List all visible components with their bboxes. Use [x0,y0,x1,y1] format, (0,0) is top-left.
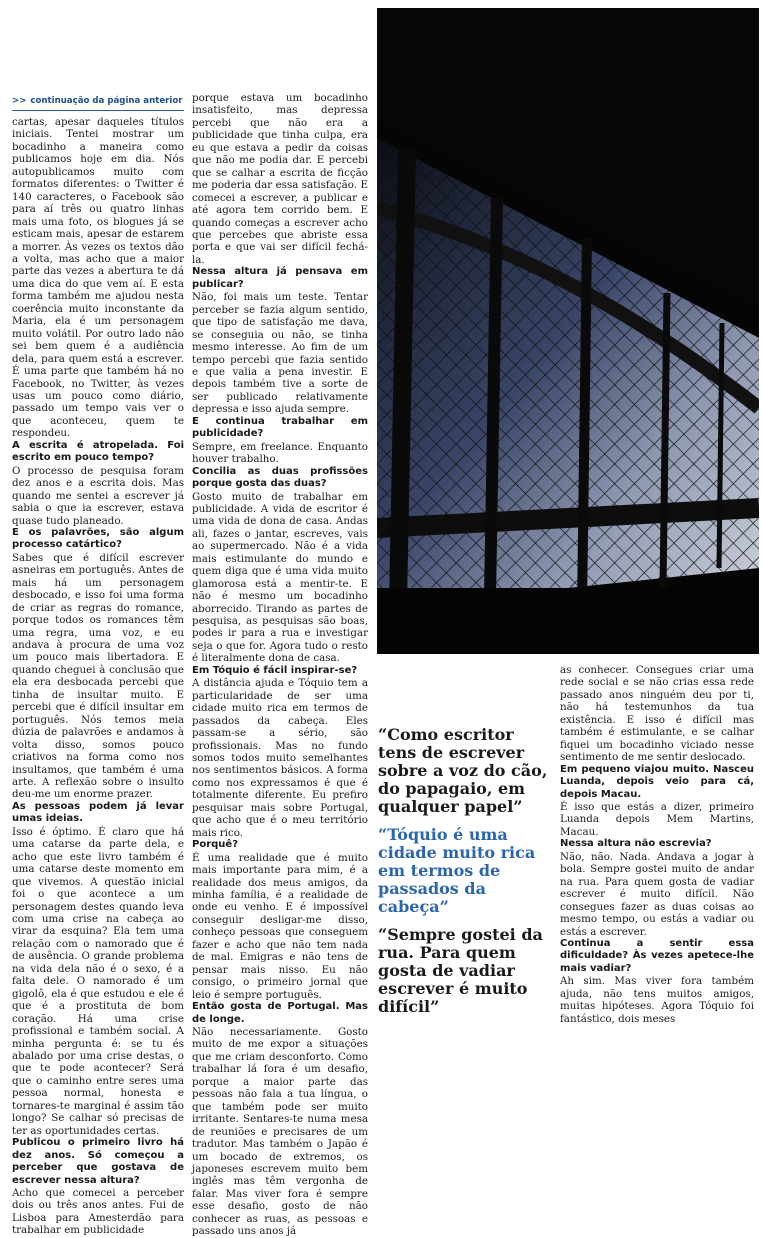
interview-paragraph: O processo de pesquisa foram dez anos e a escrita dois. Mas quando me sentei a escrever já sabia o que ia escrever, estava quase tudo planeado. [12,464,184,527]
article-column-3 [560,664,754,1025]
interview-question: As pessoas podem já levar umas ideias. [12,800,184,825]
interview-question: A escrita é atropelada. Foi escrito em pouco tempo? [12,439,184,464]
interview-question: E os palavrões, são algum processo catártico? [12,526,184,551]
continuation-label [12,96,182,106]
interview-paragraph: Sempre, em freelance. Enquanto houver trabalho. [192,440,368,466]
continuation-rule [12,110,184,111]
continuation-text: continuação da página anterior [30,96,183,106]
interview-question: Porquê? [192,839,238,851]
interview-paragraph: porque estava um bocadinho insatisfeito, mas depressa percebi que não era a publicidade que tinha culpa, era eu que estava a pedir da coisas que não me podia dar. E percebi que se calhar a escrita de ficção me poderia dar essa satisfação. E comecei a escrever, a publicar e até agora tem corrido bem. E quando começas a escrever acho que percebes que abriste essa porta e que vai ser difícil fechá-la. [192,92,368,266]
article-column-1 [12,116,184,1237]
interview-question: Em Tóquio é fácil inspirar-se? [192,664,358,676]
interview-paragraph: Sabes que é difícil escrever asneiras em português. Antes de mais há um personagem desbocado, e isso foi uma forma de criar as regras do romance, porque todos os romances têm uma regra, uma voz, e eu andava à procura de uma voz um pouco mais libertadora. E quando cheguei à conclusão que ela era desbocada percebi que tinha de insultar muito. E percebi que é difícil insultar em português. Nós temos meia dúzia de palavrões e andamos à volta disso, somos pouco criativos na forma como nos insultamos, que também é uma arte. A reflexão sobre o insulto deu-me um enorme prazer. [12,551,184,801]
interview-question: Nessa altura não escrevia? [560,838,712,850]
continuation-arrow: >> [12,96,27,106]
interview-question: E continua trabalhar em publicidade? [192,415,368,440]
interview-paragraph: Gosto muito de trabalhar em publicidade. A vida de escritor é uma vida de dona de casa. Andas ali, fazes o jantar, escreves, vais ao supermercado. Não é a vida mais estimulante do mundo e quem diga que é uma vida muito glamorosa está a mentir-te. E não é mesmo um bocadinho aborrecido. Tirando as partes de pesquisa, as pesquisas são boas, podes ir para a rua e investigar seja o que for. Agora tudo o resto é literalmente dona de casa. [192,490,368,665]
interview-paragraph: Não necessariamente. Gosto muito de me expor a situações que me criam desconforto. Como trabalhar lá fora é um desafio, porque a maior parte das pessoas não fala a tua língua, o que também pode ser muito irritante. Sentares-te numa mesa de reuniões e precisares de um tradutor. Mas também o Japão é um bocado de extremos, os japoneses escrevem muito bem inglês mas têm vergonha de falar. Mas viver fora é sempre esse desafio, gosto de não conhecer as ruas, as pessoas e passado uns anos já [192,1025,368,1238]
interview-question: Nessa altura já pensava em publicar? [192,266,368,290]
interview-paragraph: cartas, apesar daqueles títulos iniciais. Tentei mostrar um bocadinho a maneira como publicamos hoje em dia. Nós autopublicamos muito com formatos diferentes: o Twitter é 140 caracteres, o Facebook são para aí três ou quatro linhas mais uma foto, os blogues já se esticam mais, apesar de estarem a morrer. Às vezes os textos dão a volta, mas acho que a maior parte das vezes a abertura te dá uma dica do que vem aí. E esta forma também me ajudou nesta coerência muito inconstante da Maria, ela é um personagem muito volátil. Por outro lado não sei bem quem é a audiência dela, para quem está a escrever. É uma parte que também há no Facebook, no Twitter, às vezes usas um pouco como diário, passado um tempo vais ver o que aconteceu, quem te respondeu. [12,116,184,440]
pull-quote-3: “Sempre gostei da rua. Para quem gosta de vadiar escrever é muito difícil” [378,925,543,1016]
interview-question: Publicou o primeiro livro há dez anos. Só começou a perceber que gostava de escrever nessa altura? [12,1137,184,1186]
fence-photo [377,8,759,654]
interview-question: Continua a sentir essa dificuldade? Às vezes apetece-lhe mais vadiar? [560,937,754,974]
interview-paragraph: A distância ajuda e Tóquio tem a particularidade de ser uma cidade muito rica em termos de passados da cabeça. Eles passam-se a sério, são profissionais. Mas no fundo somos todos muito semelhantes nos sentimentos básicos. A forma como nos expressamos é que é totalmente diferente. Eu prefiro pesquisar mais sobre Portugal, que acho que é o meu território mais rico. [192,677,368,839]
interview-paragraph: Não, foi mais um teste. Tentar perceber se fazia algum sentido, que tipo de satisfação me dava, se conseguia ou não, se tinha mesmo interesse. Ao fim de um tempo percebi que fazia sentido e que valia a pena investir. E depois também tive a sorte de ser publicado relativamente depressa e isso ajuda sempre. [192,291,368,416]
pull-quote-2: “Tóquio é uma cidade muito rica em termos de passados da cabeça” [378,825,536,916]
interview-paragraph: Não, não. Nada. Andava a jogar à bola. Sempre gostei muito de andar na rua. Para quem gosta de vadiar escrever é muito difícil. Não consegues fazer as duas coisas ao mesmo tempo, ou estás a vadiar ou estás a escrever. [560,850,754,938]
interview-paragraph: Isso é óptimo. É claro que há uma catarse da parte dela, e acho que este livro também é uma catarse deste momento em que vivemos. A questão inicial foi o que acontece a um personagem destes quando leva com uma crise na cabeça ao virar da esquina? Ela tem uma relação com o namorado que é de ausência. O grande problema na vida dela não é o sexo, é a falta dele. O namorado é um gigolô, ela é que estudou e ele é que é a prostituta de bom coração. Há uma crise profissional e também social. A minha pergunta é: se tu és abalado por uma crise destas, o que te pode acontecer? Será que o caminho entre seres uma pessoa normal, honesta e tornares-te marginal é assim tão longo? Se calhar só precisas de ter as oportunidades certas. [12,825,184,1137]
pull-quote-1: “Como escritor tens de escrever sobre a voz do cão, do papagaio, em qualquer papel” [378,725,548,816]
interview-paragraph: Acho que comecei a perceber dois ou três anos antes. Fui de Lisboa para Amesterdão para trabalhar em publicidade [12,1186,184,1237]
interview-paragraph: É uma realidade que é muito mais importante para mim, é a realidade dos meus amigos, da minha família, é a realidade de onde eu venho. E é impossível conseguir desligar-me disso, conheço pessoas que conseguem fazer e acho que não tem nada de mal. Emigras e não tens de pensar mais nisso. Eu não consigo, o primeiro jornal que leio é sempre português. [192,851,368,1001]
interview-question: Concilia as duas profissões porque gosta das duas? [192,465,368,490]
interview-question: Em pequeno viajou muito. Nasceu Luanda, depois veio para cá, depois Macau. [560,763,754,800]
article-column-2 [192,92,368,1238]
interview-paragraph: É isso que estás a dizer, primeiro Luanda depois Mem Martins, Macau. [560,800,754,838]
interview-question: Então gosta de Portugal. Mas de longe. [192,1001,368,1025]
interview-paragraph: Ah sim. Mas viver fora também ajuda, não tens muitos amigos, muitas hipóteses. Agora Tóquio foi fantástico, dois meses [560,975,754,1025]
interview-paragraph: as conhecer. Consegues criar uma rede social e se não crias essa rede passado anos ninguém deu por ti, não há testemunhos da tua existência. E isso é difícil mas também é estimulante, e se calhar fiquei um bocadinho viciado nesse sentimento de me sentir deslocado. [560,664,754,764]
pull-quotes [378,726,554,1026]
